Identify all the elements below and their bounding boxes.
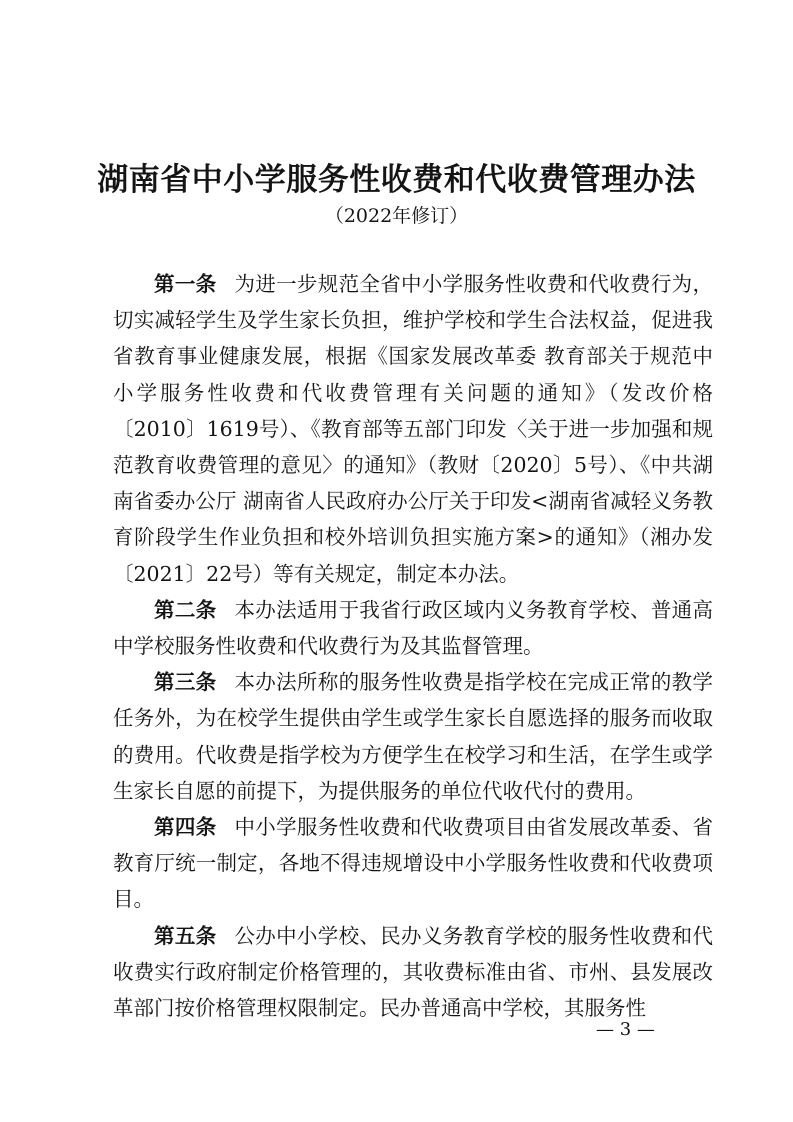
document-body bbox=[113, 266, 713, 1026]
article-1 bbox=[113, 266, 713, 592]
article-text: 本办法适用于我省行政区域内义务教育学校、普通高中学校服务性收费和代收费行为及其监督管理。 bbox=[113, 597, 714, 659]
article-4 bbox=[113, 809, 713, 918]
document-title: 湖南省中小学服务性收费和代收费管理办法 bbox=[97, 162, 696, 198]
article-text: 本办法所称的服务性收费是指学校在完成正常的教学任务外，为在校学生提供由学生或学生家长自愿选择的服务而收取的费用。代收费是指学校为方便学生在校学习和生活，在学生或学生家长自愿的前提下，为提供服务的单位代收代付的费用。 bbox=[113, 670, 714, 803]
article-3 bbox=[113, 664, 713, 809]
document-subtitle: （2022年修订） bbox=[324, 205, 469, 227]
article-text: 公办中小学校、民办义务教育学校的服务性收费和代收费实行政府制定价格管理的，其收费标准由省、市州、县发展改革部门按价格管理权限制定。民办普通高中学校，其服务性 bbox=[113, 923, 714, 1021]
article-2 bbox=[113, 592, 713, 664]
article-5 bbox=[113, 918, 713, 1027]
article-label: 第三条 bbox=[154, 670, 217, 695]
article-text: 为进一步规范全省中小学服务性收费和代收费行为，切实减轻学生及学生家长负担，维护学校和学生合法权益，促进我省教育事业健康发展，根据《国家发展改革委 教育部关于规范中小学服务性收费和代收费管理有关问题的通知》（发改价格〔2010〕1619号）、《教育部等五部门印发〈关于进一步加强和规范教育收费管理的意见〉的通知》（教财〔2020〕5号）、《中共湖南省委办公厅 湖南省人民政府办公厅关于印发<湖南省减轻义务教育阶段学生作业负担和校外培训负担实施方案>的通知》（湘办发〔2021〕22号）等有关规定，制定本办法。 bbox=[113, 272, 714, 586]
article-label: 第一条 bbox=[154, 272, 217, 296]
page-number: — 3 — bbox=[596, 1019, 655, 1040]
article-text: 中小学服务性收费和代收费项目由省发展改革委、省教育厅统一制定，各地不得违规增设中小学服务性收费和代收费项目。 bbox=[113, 815, 714, 912]
article-label: 第二条 bbox=[154, 597, 217, 622]
article-label: 第五条 bbox=[154, 923, 217, 948]
article-label: 第四条 bbox=[154, 815, 217, 840]
